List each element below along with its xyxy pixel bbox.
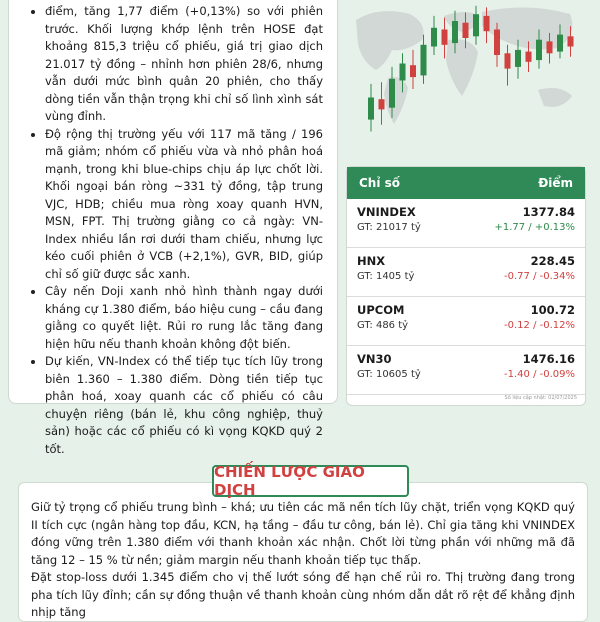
strategy-title: CHIẾN LƯỢC GIAO DỊCH	[212, 465, 409, 497]
index-row-hnx	[347, 248, 585, 297]
index-trading-value: GT: 486 tỷ	[357, 320, 409, 331]
index-trading-value: GT: 1405 tỷ	[357, 271, 415, 282]
summary-bullet: Độ rộng thị trường yếu với 117 mã tăng / 196 mã giảm; nhóm cổ phiếu vừa và nhỏ phân hoá mạnh, trong khi blue-chips chịu áp lực chốt lời. Khối ngoại bán ròng ~331 tỷ đồng, tập trung VJC, HDB; chiều mua ròng xoay quanh HVN, MSN, FPT. Thị trường giằng co cả ngày: VN-Index nhiều lần rơi dưới tham chiếu, nhưng lực kéo cuối phiên ở VCB (+2,1%), GVR, BID, giúp chỉ số giữ được sắc xanh.	[31, 126, 323, 284]
index-name: HNX	[357, 254, 386, 268]
candle-body	[484, 16, 490, 31]
candle-body	[368, 98, 374, 120]
candle-body	[526, 52, 532, 62]
candle-body	[452, 21, 458, 43]
point-col-header: Điểm	[538, 176, 573, 190]
candle-body	[557, 35, 563, 52]
candle-body	[515, 50, 521, 67]
index-row-upcom	[347, 297, 585, 346]
market-summary-card	[8, 0, 338, 456]
index-point: 100.72	[530, 303, 575, 317]
candle-body	[547, 41, 553, 53]
strategy-box	[18, 482, 588, 622]
index-point: 1476.16	[522, 352, 575, 366]
candle-body	[431, 28, 437, 47]
index-row-vnindex	[347, 199, 585, 248]
candle-body	[505, 53, 511, 68]
index-table-header	[347, 167, 585, 199]
summary-bullet: điểm, tăng 1,77 điểm (+0,13%) so với phiên trước. Khối lượng khớp lệnh trên HOSE đạt khoảng 815,3 triệu cổ phiếu, giá trị giao dịch 21.017 tỷ đồng – nhỉnh hơn phiên 28/6, nhưng vẫn dưới mức bình quân 20 phiên, cho thấy dòng tiền vẫn thận trọng khi chỉ số lình xình sát vùng đỉnh.	[31, 3, 323, 126]
index-name: UPCOM	[357, 303, 405, 317]
candle-body	[389, 79, 395, 108]
index-change: -0.77 / -0.34%	[504, 271, 575, 282]
index-change: -1.40 / -0.09%	[504, 369, 575, 380]
summary-bullet: Cây nến Doji xanh nhỏ hình thành ngay dưới kháng cự 1.380 điểm, báo hiệu cung – cầu đang giằng co quyết liệt. Rủi ro rung lắc tăng đang hiện hữu nếu thanh khoản không đột biến.	[31, 283, 323, 353]
candle-body	[494, 30, 500, 56]
index-trading-value: GT: 10605 tỷ	[357, 369, 421, 380]
candle-body	[536, 40, 542, 60]
index-change: +1.77 / +0.13%	[494, 222, 575, 233]
update-footnote: Số liệu cập nhật: 02/07/2025	[504, 395, 577, 401]
candle-body	[421, 45, 427, 76]
summary-bullet: Dự kiến, VN-Index có thể tiếp tục tích lũy trong biên 1.360 – 1.380 điểm. Dòng tiền tiếp tục phân hoá, xoay quanh các cổ phiếu có câu chuyện riêng (bán lẻ, khu công nghiệp, thuỷ sản) hoặc các cổ phiếu có kì vọng KQKD quý 2 tốt.	[31, 353, 323, 458]
candlestick-world-map-illustration	[348, 0, 592, 150]
strategy-paragraph: Đặt stop-loss dưới 1.345 điểm cho vị thế lướt sóng để hạn chế rủi ro. Thị trường đang trong pha tích lũy đỉnh; cần sự đồng thuận về thanh khoản cùng nhóm dẫn dắt rõ rệt để khẳng định nhịp tăng	[31, 570, 575, 619]
candle-body	[379, 99, 385, 109]
candle-body	[410, 65, 416, 77]
index-name: VN30	[357, 352, 392, 366]
index-trading-value: GT: 21017 tỷ	[357, 222, 421, 233]
index-change: -0.12 / -0.12%	[504, 320, 575, 331]
index-summary-table	[346, 166, 586, 406]
candle-body	[473, 14, 479, 36]
index-col-header: Chỉ số	[359, 176, 401, 190]
index-name: VNINDEX	[357, 205, 416, 219]
index-row-vn30	[347, 346, 585, 395]
candle-body	[400, 64, 406, 81]
candle-body	[568, 36, 574, 46]
market-summary-list	[31, 3, 323, 458]
candle-body	[463, 23, 469, 38]
candle-body	[442, 30, 448, 45]
strategy-paragraph: Giữ tỷ trọng cổ phiếu trung bình – khá; ưu tiên các mã nền tích lũy chặt, triển vọng KQKD quý II tích cực (ngân hàng top đầu, KCN, hạ tầng – đầu tư công, bán lẻ). Chỉ gia tăng khi VNINDEX đóng vững trên 1.380 điểm với thanh khoản xác nhận. Chốt lời từng phần với những mã đã tăng 12 – 15 % từ nền; giảm margin nếu thanh khoản tiếp tục thấp.	[31, 500, 575, 567]
index-point: 228.45	[530, 254, 575, 268]
index-point: 1377.84	[522, 205, 575, 219]
